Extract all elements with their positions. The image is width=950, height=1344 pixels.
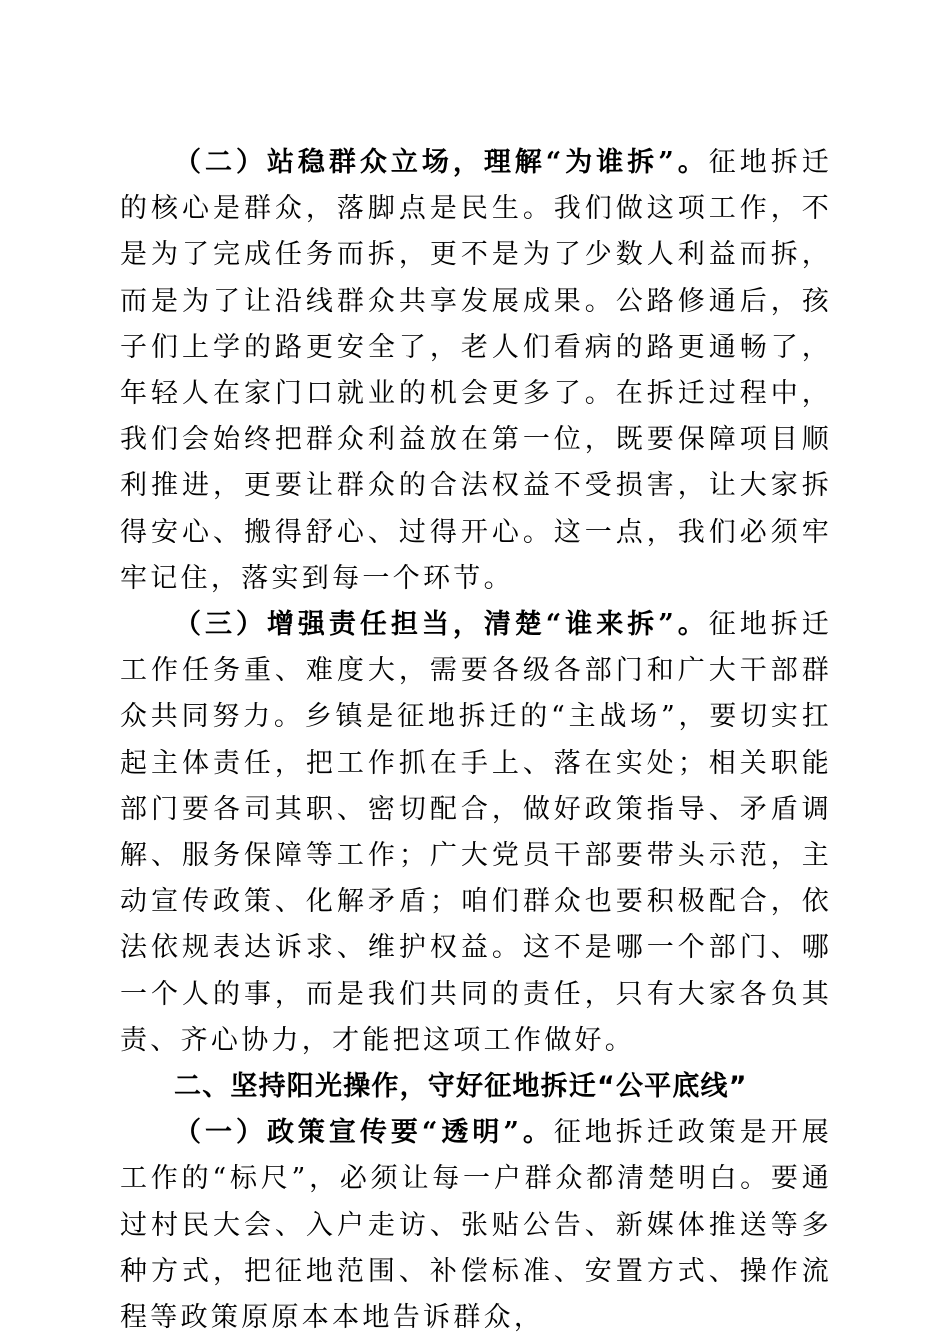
paragraph-section2-1-text: 征地拆迁政策是开展工作的“标尺”，必须让每一户群众都清楚明白。要通过村民大会、入户走访、张贴公告、新媒体推送等多种方式，把征地范围、补偿标准、安置方式、操作流程等政策原原本本地告诉群众，	[120, 1117, 833, 1334]
paragraph-3-text: 征地拆迁工作任务重、难度大，需要各级各部门和广大干部群众共同努力。乡镇是征地拆迁的“主战场”，要切实扛起主体责任，把工作抓在手上、落在实处；相关职能部门要各司其职、密切配合，做好政策指导、矛盾调解、服务保障等工作；广大党员干部要带头示范，主动宣传政策、化解矛盾；咱们群众也要积极配合，依法依规表达诉求、维护权益。这不是哪一个部门、哪一个人的事，而是我们共同的责任，只有大家各负其责、齐心协力，才能把这项工作做好。	[120, 609, 832, 1056]
paragraph-2-lead: （二）站稳群众立场，理解“为谁拆”。	[174, 147, 709, 178]
paragraph-3	[120, 602, 832, 1064]
document-body	[120, 140, 832, 1341]
paragraph-2	[120, 140, 832, 602]
paragraph-section2-1	[120, 1110, 832, 1341]
paragraph-2-text: 征地拆迁的核心是群众，落脚点是民生。我们做这项工作，不是为了完成任务而拆，更不是为了少数人利益而拆，而是为了让沿线群众共享发展成果。公路修通后，孩子们上学的路更安全了，老人们看病的路更通畅了，年轻人在家门口就业的机会更多了。在拆迁过程中，我们会始终把群众利益放在第一位，既要保障项目顺利推进，更要让群众的合法权益不受损害，让大家拆得安心、搬得舒心、过得开心。这一点，我们必须牢牢记住，落实到每一个环节。	[120, 147, 832, 594]
paragraph-section2-1-lead: （一）政策宣传要“透明”。	[174, 1117, 554, 1149]
section-heading: 二、坚持阳光操作，守好征地拆迁“公平底线”	[174, 1071, 748, 1103]
paragraph-3-lead: （三）增强责任担当，清楚“谁来拆”。	[174, 609, 709, 641]
